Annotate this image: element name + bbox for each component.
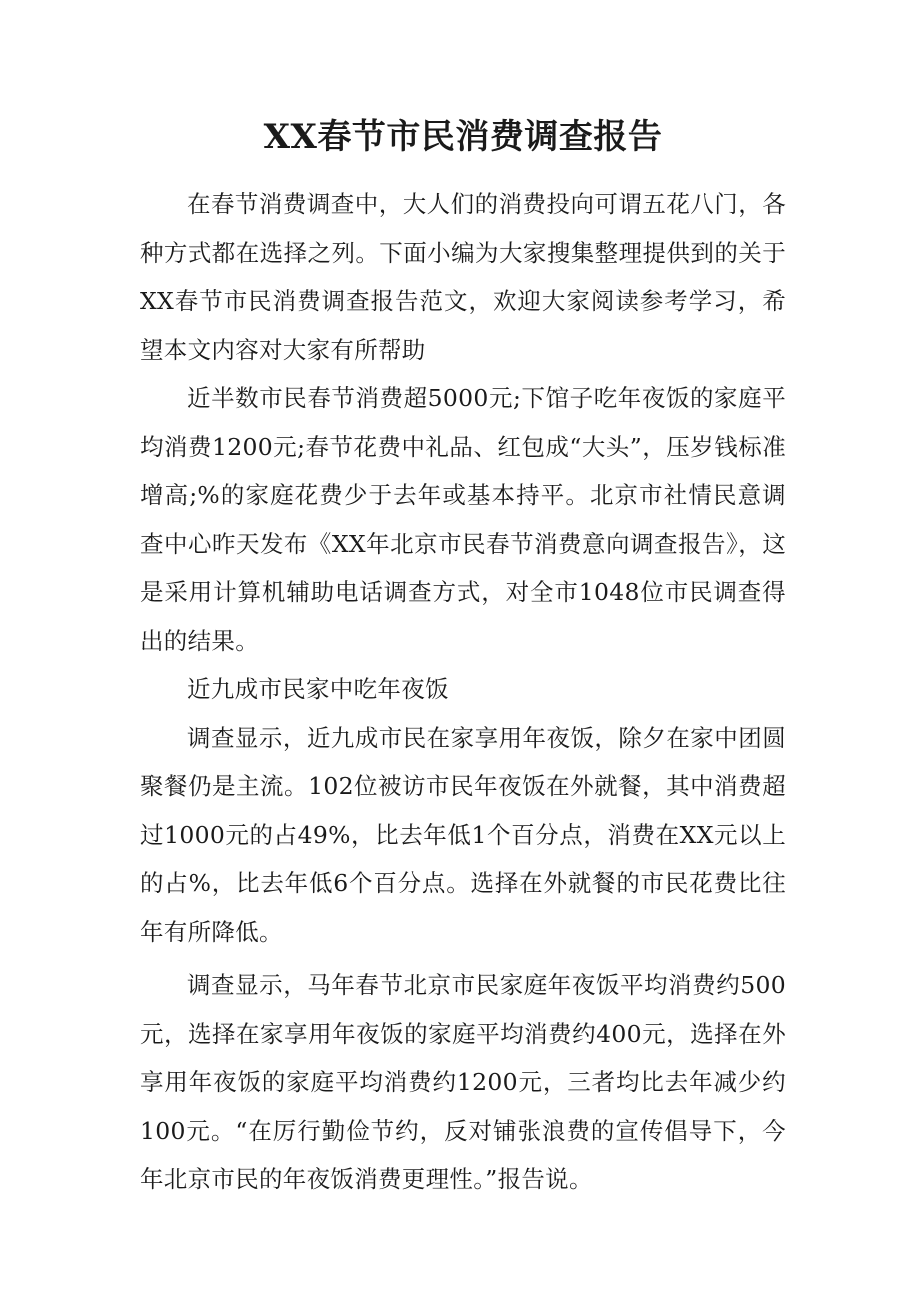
paragraph-dining-out: 调查显示，近九成市民在家享用年夜饭，除夕在家中团圆聚餐仍是主流。102位被访市民年夜饭在外就餐，其中消费超过1000元的占49%，比去年低1个百分点，消费在XX元以上的占%，比去年低6个百分点。选择在外就餐的市民花费比往年有所降低。 [140, 723, 786, 946]
paragraph-average-spending: 调查显示，马年春节北京市民家庭年夜饭平均消费约500元，选择在家享用年夜饭的家庭平均消费约400元，选择在外享用年夜饭的家庭平均消费约1200元，三者均比去年减少约100元。“在厉行勤俭节约，反对铺张浪费的宣传倡导下，今年北京市民的年夜饭消费更理性。”报告说。 [140, 971, 786, 1193]
document-body [140, 108, 786, 1204]
section-heading: 近九成市民家中吃年夜饭 [187, 675, 449, 703]
paragraph-intro: 在春节消费调查中，大人们的消费投向可谓五花八门，各种方式都在选择之列。下面小编为大家搜集整理提供到的关于XX春节市民消费调查报告范文，欢迎大家阅读参考学习，希望本文内容对大家有所帮助 [140, 190, 786, 364]
paragraph-summary: 近半数市民春节消费超5000元;下馆子吃年夜饭的家庭平均消费1200元;春节花费中礼品、红包成“大头”，压岁钱标准增高;%的家庭花费少于去年或基本持平。北京市社情民意调查中心昨天发布《XX年北京市民春节消费意向调查报告》，这是采用计算机辅助电话调查方式，对全市1048位市民调查得出的结果。 [140, 384, 786, 655]
document-title: XX春节市民消费调查报告 [263, 117, 663, 157]
